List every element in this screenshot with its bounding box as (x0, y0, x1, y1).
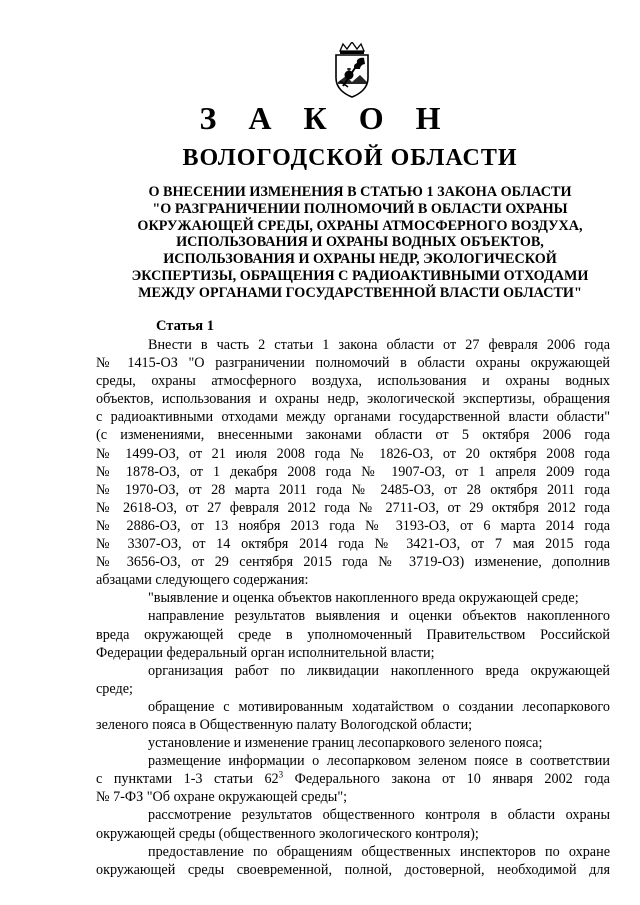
text-line: предоставление по обращениям общественных инспекторов по охране (148, 843, 610, 860)
article-body (96, 336, 610, 879)
law-ref-text: Федерального закона от 10 января 2002 года (283, 771, 610, 788)
added-paragraph (96, 662, 610, 698)
coat-of-arms-icon (326, 42, 378, 98)
intro-paragraph (96, 336, 610, 589)
text-line: объектов, использования и охраны недр, экологической экспертизы, обращения (96, 391, 610, 408)
document-title: З А К О Н (199, 100, 453, 136)
added-paragraph (96, 734, 610, 752)
subject-line: "О РАЗГРАНИЧЕНИИ ПОЛНОМОЧИЙ В ОБЛАСТИ ОХРАНЫ (152, 200, 568, 217)
text-line: № 1878-ОЗ, от 1 декабря 2008 года № 1907-ОЗ, от 1 апреля 2009 года (96, 463, 610, 480)
text-line: № 1415-ОЗ "О разграничении полномочий в области охраны окружающей (96, 355, 610, 372)
added-paragraph (96, 698, 610, 734)
region-title: ВОЛОГОДСКОЙ ОБЛАСТИ (182, 145, 518, 171)
text-line: направление результатов выявления и оценки объектов накопленного (148, 608, 610, 625)
text-line: № 3307-ОЗ, от 14 октября 2014 года № 3421-ОЗ, от 7 мая 2015 года (96, 536, 610, 553)
subject-line: О ВНЕСЕНИИ ИЗМЕНЕНИЯ В СТАТЬЮ 1 ЗАКОНА ОБЛАСТИ (148, 184, 572, 200)
subject-line: ОКРУЖАЮЩЕЙ СРЕДЫ, ОХРАНЫ АТМОСФЕРНОГО ВОЗДУХА, (137, 217, 583, 234)
added-paragraph (96, 589, 610, 607)
text-line: среде; (96, 680, 133, 697)
text-line: установление и изменение границ лесопаркового зеленого пояса; (148, 735, 543, 752)
text-line: Федерации федеральный орган исполнительной власти; (96, 644, 435, 661)
text-line: размещение информации о лесопарковом зеленом поясе в соответствии (148, 753, 610, 770)
article-heading: Статья 1 (156, 318, 214, 334)
added-paragraph (96, 607, 610, 661)
text-line: Внести в часть 2 статьи 1 закона области от 27 февраля 2006 года (148, 337, 610, 353)
text-line: № 7-ФЗ "Об охране окружающей среды"; (96, 789, 348, 806)
text-line: окружающей среды (общественного экологического контроля); (96, 825, 479, 842)
text-line: обращение с мотивированным ходатайством о создании лесопаркового (148, 698, 610, 715)
added-paragraph (96, 843, 610, 879)
text-line: № 1970-ОЗ, от 28 марта 2011 года № 2485-ОЗ, от 28 октября 2011 года (96, 481, 610, 498)
subject-line: МЕЖДУ ОРГАНАМИ ГОСУДАРСТВЕННОЙ ВЛАСТИ ОБЛАСТИ" (138, 284, 582, 301)
text-line: зеленого пояса в Общественную палату Вологодской области; (96, 716, 473, 733)
law-ref-text: с пунктами 1-3 статьи 62 (96, 771, 279, 788)
text-line: среды, охраны атмосферного воздуха, использования и охраны водных (96, 373, 610, 390)
text-line (96, 770, 610, 788)
added-paragraph (96, 806, 610, 842)
law-subject (96, 184, 624, 302)
text-line: "выявление и оценка объектов накопленного вреда окружающей среде; (148, 590, 579, 607)
text-line: № 3656-ОЗ, от 29 сентября 2015 года № 3719-ОЗ) изменение, дополнив (96, 554, 610, 571)
text-line: рассмотрение результатов общественного контроля в области охраны (148, 807, 610, 824)
subject-line: ИСПОЛЬЗОВАНИЯ И ОХРАНЫ ВОДНЫХ ОБЪЕКТОВ, (176, 234, 544, 251)
text-line: № 2618-ОЗ, от 27 февраля 2012 года № 2711-ОЗ, от 29 октября 2012 года (96, 499, 610, 516)
text-line: окружающей среды своевременной, полной, достоверной, необходимой для (96, 861, 610, 878)
law-ref-superscript: 3 (278, 769, 284, 780)
text-line: организация работ по ликвидации накопленного вреда окружающей (148, 662, 610, 679)
text-line: с радиоактивными отходами между органами государственной власти области" (96, 409, 610, 426)
subject-line: ЭКСПЕРТИЗЫ, ОБРАЩЕНИЯ С РАДИОАКТИВНЫМИ ОТХОДАМИ (131, 267, 589, 284)
text-line: (с изменениями, внесенными законами области от 5 октября 2006 года (96, 427, 610, 444)
text-line: № 1499-ОЗ, от 21 июля 2008 года № 1826-ОЗ, от 20 октября 2008 года (96, 445, 610, 462)
subject-line: ИСПОЛЬЗОВАНИЯ И ОХРАНЫ НЕДР, ЭКОЛОГИЧЕСКОЙ (163, 251, 557, 268)
text-line: вреда окружающей среде в уполномоченный Правительством Российской (96, 626, 610, 643)
text-line: № 2886-ОЗ, от 13 ноября 2013 года № 3193-ОЗ, от 6 марта 2014 года (96, 517, 610, 534)
added-paragraph (96, 752, 610, 806)
text-line: абзацами следующего содержания: (96, 572, 309, 589)
